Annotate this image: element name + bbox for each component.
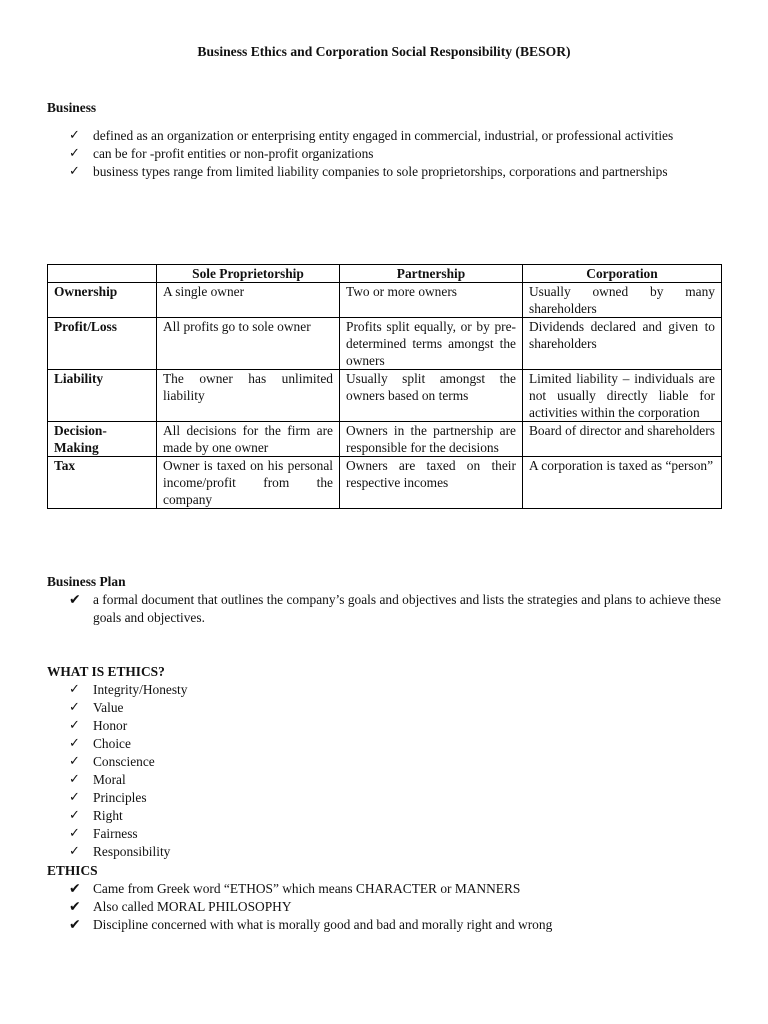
ethics-heading: ETHICS — [47, 863, 98, 878]
checkmark-icon: ✓ — [69, 736, 80, 751]
list-item-text: Choice — [93, 736, 131, 751]
list-item — [47, 898, 721, 916]
table-row — [48, 422, 722, 457]
business-plan-list — [47, 591, 721, 627]
checkmark-icon: ✓ — [69, 718, 80, 733]
table-cell: The owner has unlimited liability — [157, 370, 340, 422]
list-item-text: Value — [93, 700, 124, 715]
table-row — [48, 457, 722, 509]
checkmark-icon: ✓ — [69, 790, 80, 805]
table-cell: Usually split amongst the owners based on terms — [340, 370, 523, 422]
table-cell: Owners in the partnership are responsible for the decisions — [340, 422, 523, 457]
table-header-row — [48, 265, 722, 283]
checkmark-icon: ✓ — [69, 682, 80, 697]
list-item-text: Discipline concerned with what is morally good and bad and morally right and wrong — [93, 917, 553, 932]
table-cell: Profits split equally, or by pre-determined terms amongst the owners — [340, 318, 523, 370]
table-cell: A corporation is taxed as “person” — [523, 457, 722, 509]
table-row — [48, 318, 722, 370]
row-label: Ownership — [48, 283, 157, 318]
list-item-text: Conscience — [93, 754, 155, 769]
checkmark-icon: ✓ — [69, 700, 80, 715]
list-item — [47, 735, 721, 753]
business-types-table — [47, 264, 722, 509]
table-cell: Two or more owners — [340, 283, 523, 318]
list-item — [47, 807, 721, 825]
table-header-cell — [48, 265, 157, 283]
list-item-text: Moral — [93, 772, 126, 787]
list-item-text: Came from Greek word “ETHOS” which means CHARACTER or MANNERS — [93, 881, 521, 896]
list-item — [47, 771, 721, 789]
table-cell: A single owner — [157, 283, 340, 318]
checkmark-icon: ✔ — [69, 917, 81, 933]
list-item — [47, 789, 721, 807]
list-item — [47, 880, 721, 898]
list-item — [47, 145, 721, 163]
business-plan-heading: Business Plan — [47, 574, 126, 589]
list-item-text: business types range from limited liability companies to sole proprietorships, corporations and partnerships — [93, 164, 668, 179]
list-item-text: can be for -profit entities or non-profit organizations — [93, 146, 374, 161]
table-cell: All profits go to sole owner — [157, 318, 340, 370]
list-item-text: Honor — [93, 718, 128, 733]
business-heading: Business — [47, 100, 97, 115]
checkmark-icon: ✓ — [69, 128, 80, 143]
list-item-text: Responsibility — [93, 844, 171, 859]
checkmark-icon: ✓ — [69, 146, 80, 161]
list-item-text: a formal document that outlines the company’s goals and objectives and lists the strategies and plans to achieve these goals and objectives. — [93, 592, 721, 625]
ethics-list — [47, 880, 721, 934]
table-header-cell: Partnership — [340, 265, 523, 283]
list-item — [47, 916, 721, 934]
list-item — [47, 753, 721, 771]
table-row — [48, 370, 722, 422]
list-item — [47, 717, 721, 735]
row-label: Decision-Making — [48, 422, 157, 457]
list-item — [47, 699, 721, 717]
table-row — [48, 283, 722, 318]
list-item-text: Fairness — [93, 826, 138, 841]
row-label: Liability — [48, 370, 157, 422]
table-header-cell: Corporation — [523, 265, 722, 283]
list-item — [47, 127, 721, 145]
list-item-text: Also called MORAL PHILOSOPHY — [93, 899, 292, 914]
document-title: Business Ethics and Corporation Social Responsibility (BESOR) — [197, 44, 571, 59]
checkmark-icon: ✔ — [69, 592, 81, 608]
list-item — [47, 591, 721, 627]
table-cell: Board of director and shareholders — [523, 422, 722, 457]
list-item-text: Right — [93, 808, 123, 823]
list-item-text: Principles — [93, 790, 147, 805]
checkmark-icon: ✓ — [69, 808, 80, 823]
checkmark-icon: ✔ — [69, 881, 81, 897]
business-list — [47, 127, 721, 181]
list-item — [47, 843, 721, 861]
row-label: Tax — [48, 457, 157, 509]
list-item — [47, 681, 721, 699]
table-cell: All decisions for the firm are made by one owner — [157, 422, 340, 457]
what-is-ethics-list — [47, 681, 721, 861]
checkmark-icon: ✓ — [69, 754, 80, 769]
checkmark-icon: ✓ — [69, 164, 80, 179]
list-item — [47, 825, 721, 843]
list-item-text: Integrity/Honesty — [93, 682, 188, 697]
row-label: Profit/Loss — [48, 318, 157, 370]
checkmark-icon: ✓ — [69, 772, 80, 787]
checkmark-icon: ✔ — [69, 899, 81, 915]
table-cell: Dividends declared and given to shareholders — [523, 318, 722, 370]
table-cell: Owner is taxed on his personal income/profit from the company — [157, 457, 340, 509]
table-header-cell: Sole Proprietorship — [157, 265, 340, 283]
list-item — [47, 163, 721, 181]
table-cell: Owners are taxed on their respective incomes — [340, 457, 523, 509]
table-cell: Limited liability – individuals are not usually directly liable for activities within the corporation — [523, 370, 722, 422]
list-item-text: defined as an organization or enterprising entity engaged in commercial, industrial, or professional activities — [93, 128, 674, 143]
what-is-ethics-heading: WHAT IS ETHICS? — [47, 664, 165, 679]
table-cell: Usually owned by many shareholders — [523, 283, 722, 318]
checkmark-icon: ✓ — [69, 826, 80, 841]
checkmark-icon: ✓ — [69, 844, 80, 859]
